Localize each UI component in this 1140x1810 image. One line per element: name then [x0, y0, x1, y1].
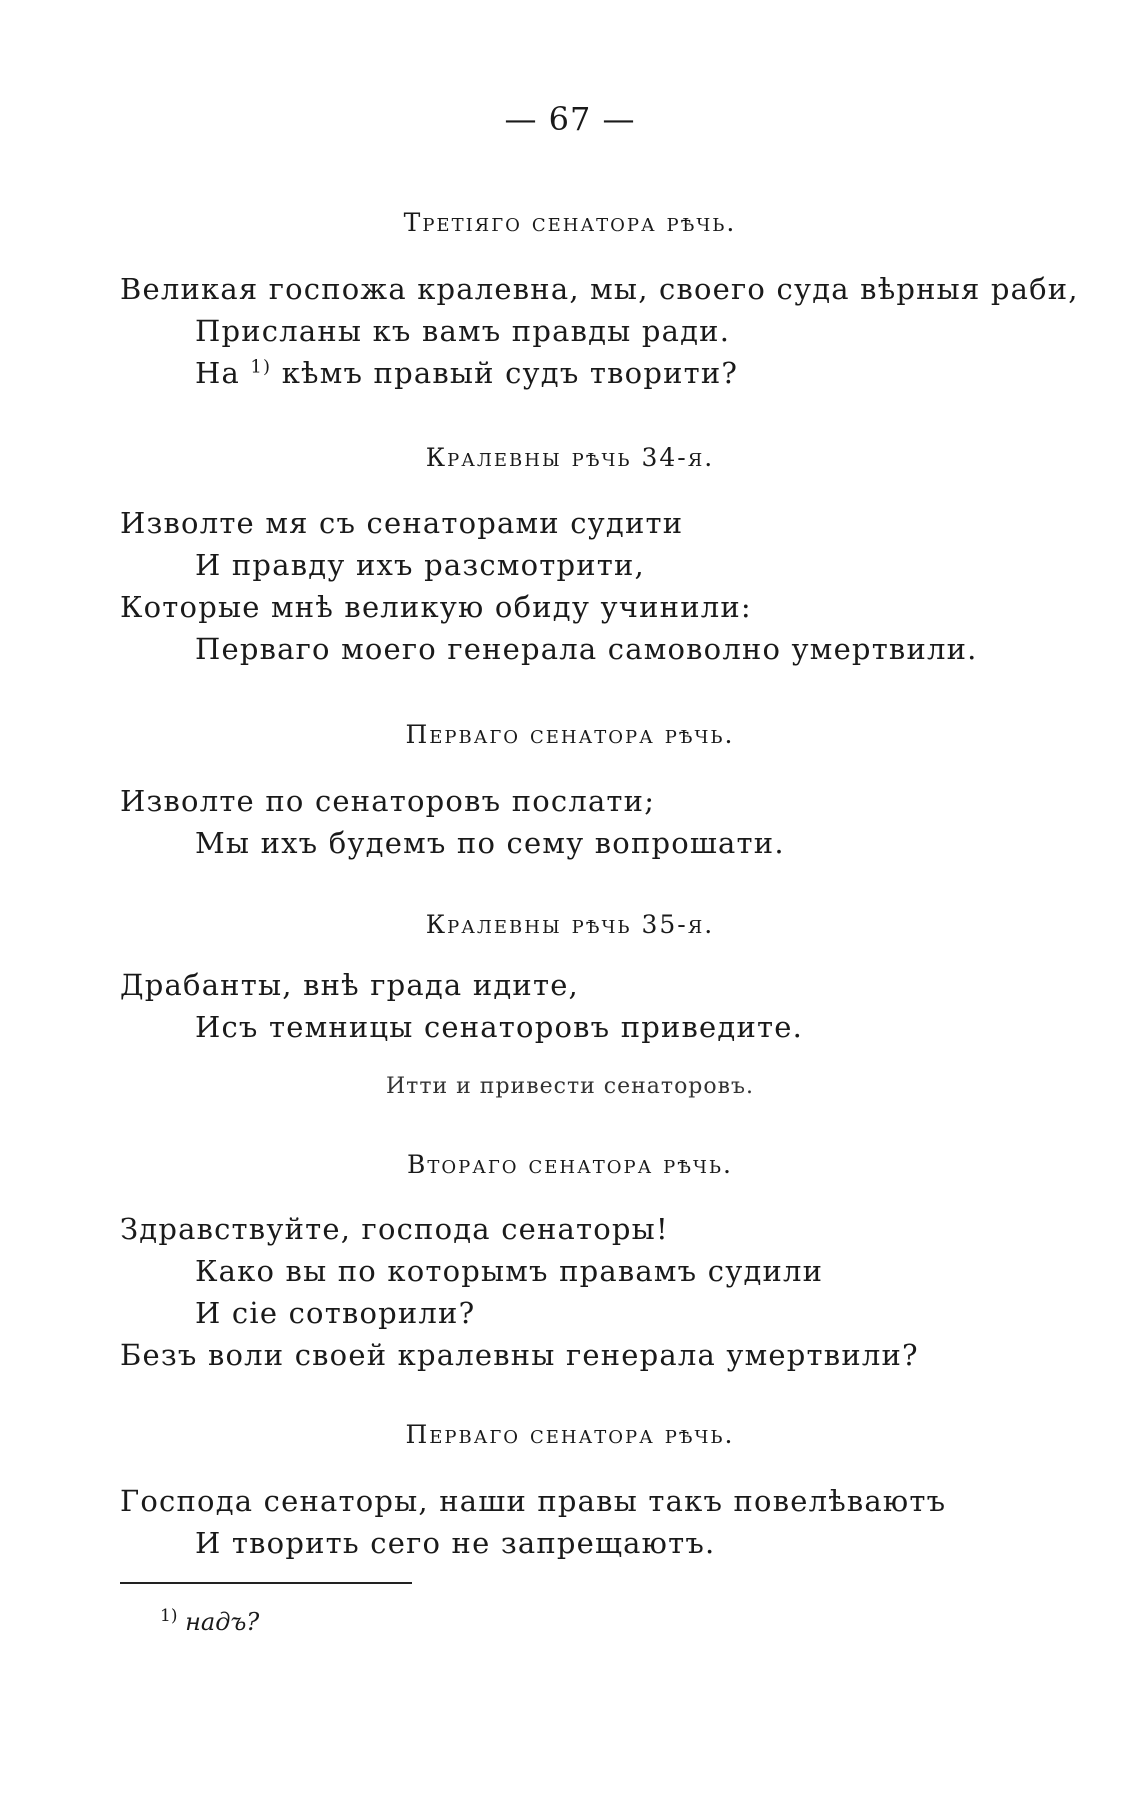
verse-line: Которые мнѣ великую обиду учинили:: [120, 590, 752, 624]
verse-line: Господа сенаторы, наши правы такъ повелѣваютъ: [120, 1484, 947, 1518]
verse-line: И сіе сотворили?: [195, 1296, 476, 1330]
verse-line: Безъ воли своей кралевны генерала умертвили?: [120, 1338, 919, 1372]
footnote-text: надъ?: [185, 1608, 260, 1636]
speaker-heading: Перваго сенатора рѣчь.: [405, 1420, 735, 1449]
speaker-heading: Кралевны рѣчь 35-я.: [425, 910, 715, 939]
verse-line: Здравствуйте, господа сенаторы!: [120, 1212, 669, 1246]
verse-line: Перваго моего генерала самоволно умертвили.: [195, 632, 978, 666]
speaker-heading: Кралевны рѣчь 34-я.: [425, 443, 715, 472]
footnote: [160, 1606, 259, 1636]
speaker-heading: Втораго сенатора рѣчь.: [406, 1150, 733, 1179]
speaker-heading: Третіяго сенатора рѣчь.: [403, 208, 737, 237]
stage-direction: Итти и привести сенаторовъ.: [385, 1074, 755, 1099]
verse-line: Мы ихъ будемъ по сему вопрошати.: [195, 826, 785, 860]
verse-line: Изволте мя съ сенаторами судити: [120, 506, 684, 540]
verse-line: Изволте по сенаторовъ послати;: [120, 784, 656, 818]
verse-line-rest: кѣмъ правый судъ творити?: [281, 356, 739, 390]
verse-line: И творить сего не запрещаютъ.: [195, 1526, 716, 1560]
verse-line-with-footnote-ref: [195, 356, 738, 390]
verse-line: И правду ихъ разсмотрити,: [195, 548, 645, 582]
verse-line: Како вы по которымъ правамъ судили: [195, 1254, 824, 1288]
verse-line: Великая госпожа кралевна, мы, своего суда вѣрныя раби,: [120, 272, 1079, 306]
speaker-heading: Перваго сенатора рѣчь.: [405, 720, 735, 749]
footnote-reference: 1): [250, 356, 272, 378]
footnote-mark: 1): [160, 1606, 178, 1626]
verse-line: Исъ темницы сенаторовъ приведите.: [195, 1010, 804, 1044]
verse-line: Присланы къ вамъ правды ради.: [195, 314, 731, 348]
footnote-divider: [120, 1582, 412, 1584]
verse-line: Драбанты, внѣ града идите,: [120, 968, 579, 1002]
verse-line-prefix: На: [195, 356, 240, 390]
page-number: — 67 —: [504, 100, 636, 138]
